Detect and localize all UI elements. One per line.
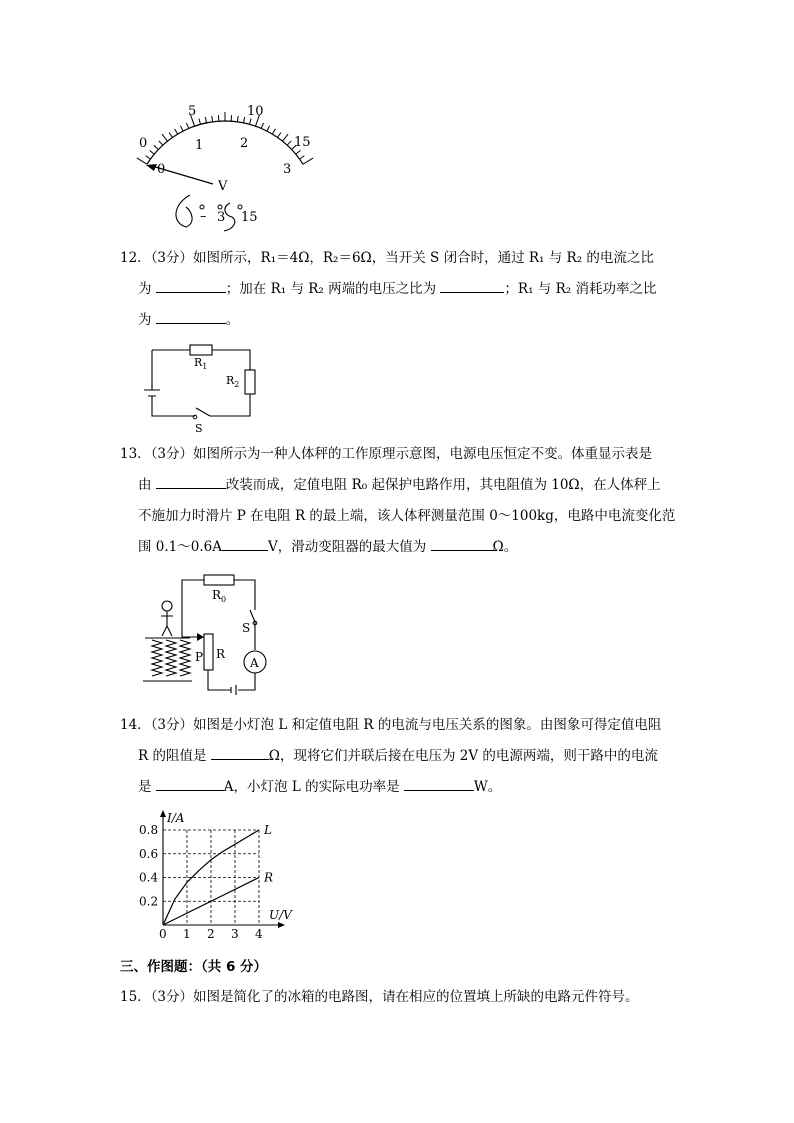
x-axis-label: U/V	[269, 908, 292, 922]
question-12	[120, 243, 680, 336]
q13-blank-3[interactable]	[431, 534, 493, 551]
battery-icon	[144, 390, 160, 396]
voltmeter-tick	[303, 158, 313, 164]
switch-s[interactable]	[250, 610, 255, 622]
question-15	[120, 982, 680, 1013]
chart-labels	[139, 811, 293, 941]
iv-chart	[135, 810, 305, 945]
chart-grid	[163, 830, 259, 925]
q12-blank-1[interactable]	[156, 276, 226, 293]
meter-label-v: V	[218, 179, 228, 194]
voltmeter-tick	[205, 117, 206, 123]
label-p: P	[195, 650, 204, 664]
label-r1: $R_1$	[194, 356, 208, 371]
lead-wire-2	[224, 203, 235, 231]
voltmeter-tick	[272, 129, 275, 134]
q14-line1: 14．（3分）如图是小灯泡 L 和定值电阻 R 的电流与电压关系的图象。由图象可得定值电阻	[120, 717, 662, 733]
voltmeter-tick	[261, 123, 263, 128]
y-tick-label: 0.6	[139, 846, 159, 861]
q13-blank-2[interactable]	[222, 534, 268, 551]
voltmeter-tick	[146, 156, 151, 160]
person-icon	[162, 601, 172, 611]
q12-line3: 为 。	[120, 305, 680, 336]
voltmeter-tick	[159, 141, 163, 145]
voltmeter-tick	[150, 150, 155, 154]
x-tick-label: 3	[231, 927, 239, 941]
resistor-r0	[204, 575, 234, 585]
series-label-L: L	[264, 823, 272, 837]
voltmeter-tick	[244, 117, 245, 123]
q12-line1: 12．（3分）如图所示，R₁＝4Ω，R₂＝6Ω，当开关 S 闭合时，通过 R₁ 与 R₂ 的电流之比	[120, 250, 654, 266]
voltmeter-tick	[300, 156, 305, 160]
x-tick-label: 0	[159, 927, 167, 941]
x-tick-label: 4	[255, 927, 263, 941]
voltmeter-scale	[137, 112, 313, 164]
label-r0: $R_0$	[212, 588, 227, 604]
q13-line4: 围 0.1～0.6A V，滑动变阻器的最大值为 Ω。	[120, 532, 680, 563]
resistor-r1	[190, 345, 212, 355]
voltmeter-tick	[267, 126, 270, 131]
label-s: S	[242, 621, 251, 635]
resistor-r	[204, 634, 213, 670]
scale-top-5: 5	[188, 104, 197, 119]
voltmeter-tick	[296, 150, 301, 154]
scale-bottom-1: 1	[195, 138, 204, 153]
q12-blank-3[interactable]	[156, 307, 226, 324]
voltmeter-tick	[212, 116, 213, 122]
y-axis-arrow-icon	[160, 810, 166, 817]
voltmeter-tick	[250, 119, 252, 125]
voltmeter-tick	[287, 141, 291, 145]
voltmeter-tick	[154, 145, 158, 149]
voltmeter-tick	[283, 134, 289, 141]
voltmeter-tick	[199, 119, 201, 125]
x-tick-label: 1	[183, 927, 191, 941]
voltmeter-tick	[180, 126, 183, 131]
terminal-3: 3	[217, 210, 226, 225]
voltmeter-tick	[162, 134, 168, 141]
q12-blank-2[interactable]	[440, 276, 504, 293]
label-a: A	[250, 656, 259, 670]
q12-circuit-figure	[140, 340, 260, 435]
q14-blank-3[interactable]	[404, 774, 474, 791]
needle-arrow-icon	[146, 164, 157, 171]
label-r2: $R_2$	[226, 374, 240, 389]
scale-top-10: 10	[247, 104, 264, 119]
q13-line3: 不施加力时滑片 P 在电阻 R 的最上端，该人体秤测量范围 0～100kg，电路中电流变化范	[138, 508, 676, 524]
voltmeter-tick	[186, 123, 188, 128]
x-axis-arrow-icon	[278, 922, 285, 928]
voltmeter-tick	[137, 158, 147, 164]
q14-line2: R 的阻值是 Ω，现将它们并联后接在电压为 2V 的电源两端，则干路中的电流	[120, 741, 680, 772]
y-tick-label: 0.4	[139, 870, 159, 885]
battery-icon	[231, 685, 236, 695]
section-3-title: 三、作图题：（共 6 分）	[120, 959, 268, 975]
q13-scale-circuit-figure	[140, 570, 280, 695]
x-tick-label: 2	[207, 927, 215, 941]
voltmeter-tick	[169, 133, 172, 138]
q14-blank-2[interactable]	[156, 774, 224, 791]
scale-top-15: 15	[294, 135, 311, 150]
terminal-minus: –	[200, 209, 207, 224]
terminal-15: 15	[241, 210, 258, 225]
y-tick-label: 0.8	[139, 823, 159, 837]
lead-wire	[176, 195, 192, 227]
voltmeter-figure	[130, 95, 320, 230]
y-tick-label: 0.2	[139, 894, 159, 909]
voltmeter-tick	[278, 133, 281, 138]
slider-arrow-icon	[197, 633, 204, 641]
question-13	[120, 439, 680, 563]
scale-top-0: 0	[139, 136, 148, 151]
q13-blank-1[interactable]	[156, 472, 226, 489]
scale-bottom-3: 3	[283, 162, 292, 177]
voltmeter-arc	[147, 121, 303, 164]
series-label-R: R	[264, 870, 274, 885]
question-14	[120, 710, 680, 803]
q14-line3: 是 A，小灯泡 L 的实际电功率是 W。	[120, 772, 680, 803]
voltmeter-tick	[237, 116, 238, 122]
q12-line2: 为 ；加在 R₁ 与 R₂ 两端的电压之比为 ；R₁ 与 R₂ 消耗功率之比	[120, 274, 680, 305]
scale-bottom-0: 0	[157, 162, 166, 177]
q13-line1: 13．（3分）如图所示为一种人体秤的工作原理示意图，电源电压恒定不变。体重显示表是	[120, 446, 653, 462]
spring-icon	[152, 640, 162, 676]
q13-line2: 由 改装而成，定值电阻 R₀ 起保护电路作用，其电阻值为 10Ω，在人体秤上	[120, 470, 680, 501]
q15-line1: 15．（3分）如图是简化了的冰箱的电路图，请在相应的位置填上所缺的电路元件符号。	[120, 989, 639, 1005]
switch-s[interactable]	[196, 408, 210, 416]
label-r: R	[216, 647, 226, 661]
label-s: S	[195, 422, 203, 435]
scale-bottom-2: 2	[240, 136, 249, 151]
q14-blank-1[interactable]	[211, 743, 269, 760]
resistor-r2	[245, 370, 255, 394]
voltmeter-tick	[175, 129, 178, 134]
y-axis-label: I/A	[167, 811, 185, 825]
